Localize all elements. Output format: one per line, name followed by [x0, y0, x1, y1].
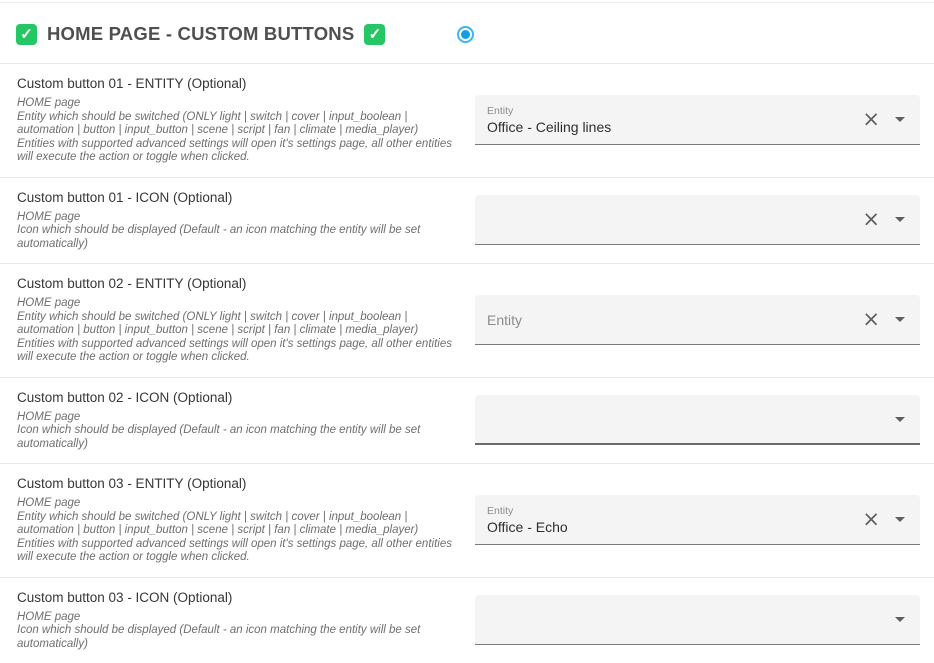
row-title: Custom button 01 - ICON (Optional): [17, 190, 461, 205]
page-title: HOME PAGE - CUSTOM BUTTONS: [47, 23, 354, 45]
row-description: [17, 211, 461, 252]
chevron-down-icon[interactable]: [895, 417, 905, 422]
chevron-down-icon[interactable]: [895, 617, 905, 622]
description-line: Icon which should be displayed (Default - an icon matching the entity will be set automatically): [17, 424, 461, 451]
description-line: HOME page: [17, 411, 461, 425]
description-line: Icon which should be displayed (Default - an icon matching the entity will be set automatically): [17, 624, 461, 651]
icon-select-field[interactable]: [475, 195, 920, 245]
row-title: Custom button 03 - ICON (Optional): [17, 590, 461, 605]
field-placeholder: Entity: [487, 312, 862, 328]
row-title: Custom button 03 - ENTITY (Optional): [17, 476, 461, 491]
config-row-custom-button-01-entity: [0, 63, 934, 177]
row-description: [17, 297, 461, 365]
entity-select-field[interactable]: [475, 95, 920, 145]
row-title: Custom button 01 - ENTITY (Optional): [17, 76, 461, 91]
description-line: HOME page: [17, 297, 461, 311]
chevron-down-icon[interactable]: [895, 117, 905, 122]
radio-dot-icon: [461, 30, 470, 39]
icon-select-field[interactable]: [475, 395, 920, 445]
icon-select-field[interactable]: [475, 595, 920, 645]
row-description: [17, 97, 461, 165]
field-float-label: Entity: [487, 105, 862, 117]
clear-icon[interactable]: ×: [862, 509, 880, 530]
description-line: HOME page: [17, 97, 461, 111]
checked-checkbox-icon: ✓: [364, 24, 385, 45]
config-row-custom-button-03-icon: [0, 577, 934, 663]
description-line: HOME page: [17, 211, 461, 225]
entity-select-field[interactable]: [475, 495, 920, 545]
chevron-down-icon[interactable]: [895, 517, 905, 522]
radio-button-selected[interactable]: [457, 26, 474, 43]
section-header: [0, 3, 934, 63]
description-line: Entities with supported advanced settings will open it's settings page, all other entities will execute the action or toggle when clicked.: [17, 138, 461, 165]
config-row-custom-button-03-entity: [0, 463, 934, 577]
config-row-custom-button-02-icon: [0, 377, 934, 464]
description-line: Entities with supported advanced settings will open it's settings page, all other entities will execute the action or toggle when clicked.: [17, 338, 461, 365]
clear-icon[interactable]: ×: [862, 309, 880, 330]
field-value: Office - Ceiling lines: [487, 119, 862, 135]
row-title: Custom button 02 - ICON (Optional): [17, 390, 461, 405]
clear-icon[interactable]: ×: [862, 109, 880, 130]
row-title: Custom button 02 - ENTITY (Optional): [17, 276, 461, 291]
chevron-down-icon[interactable]: [895, 217, 905, 222]
row-description: [17, 411, 461, 452]
row-description: [17, 611, 461, 652]
config-row-custom-button-02-entity: [0, 263, 934, 377]
description-line: Entity which should be switched (ONLY light | switch | cover | input_boolean | automation | button | input_button | scene | script | fan | climate | media_player): [17, 311, 461, 338]
chevron-down-icon[interactable]: [895, 317, 905, 322]
description-line: HOME page: [17, 497, 461, 511]
description-line: HOME page: [17, 611, 461, 625]
checked-checkbox-icon: ✓: [16, 24, 37, 45]
field-float-label: Entity: [487, 505, 862, 517]
config-row-custom-button-01-icon: [0, 177, 934, 264]
description-line: Entity which should be switched (ONLY light | switch | cover | input_boolean | automation | button | input_button | scene | script | fan | climate | media_player): [17, 511, 461, 538]
description-line: Entity which should be switched (ONLY light | switch | cover | input_boolean | automation | button | input_button | scene | script | fan | climate | media_player): [17, 111, 461, 138]
entity-select-field[interactable]: [475, 295, 920, 345]
clear-icon[interactable]: ×: [862, 209, 880, 230]
row-description: [17, 497, 461, 565]
description-line: Icon which should be displayed (Default - an icon matching the entity will be set automatically): [17, 224, 461, 251]
description-line: Entities with supported advanced settings will open it's settings page, all other entities will execute the action or toggle when clicked.: [17, 538, 461, 565]
field-value: Office - Echo: [487, 519, 862, 535]
